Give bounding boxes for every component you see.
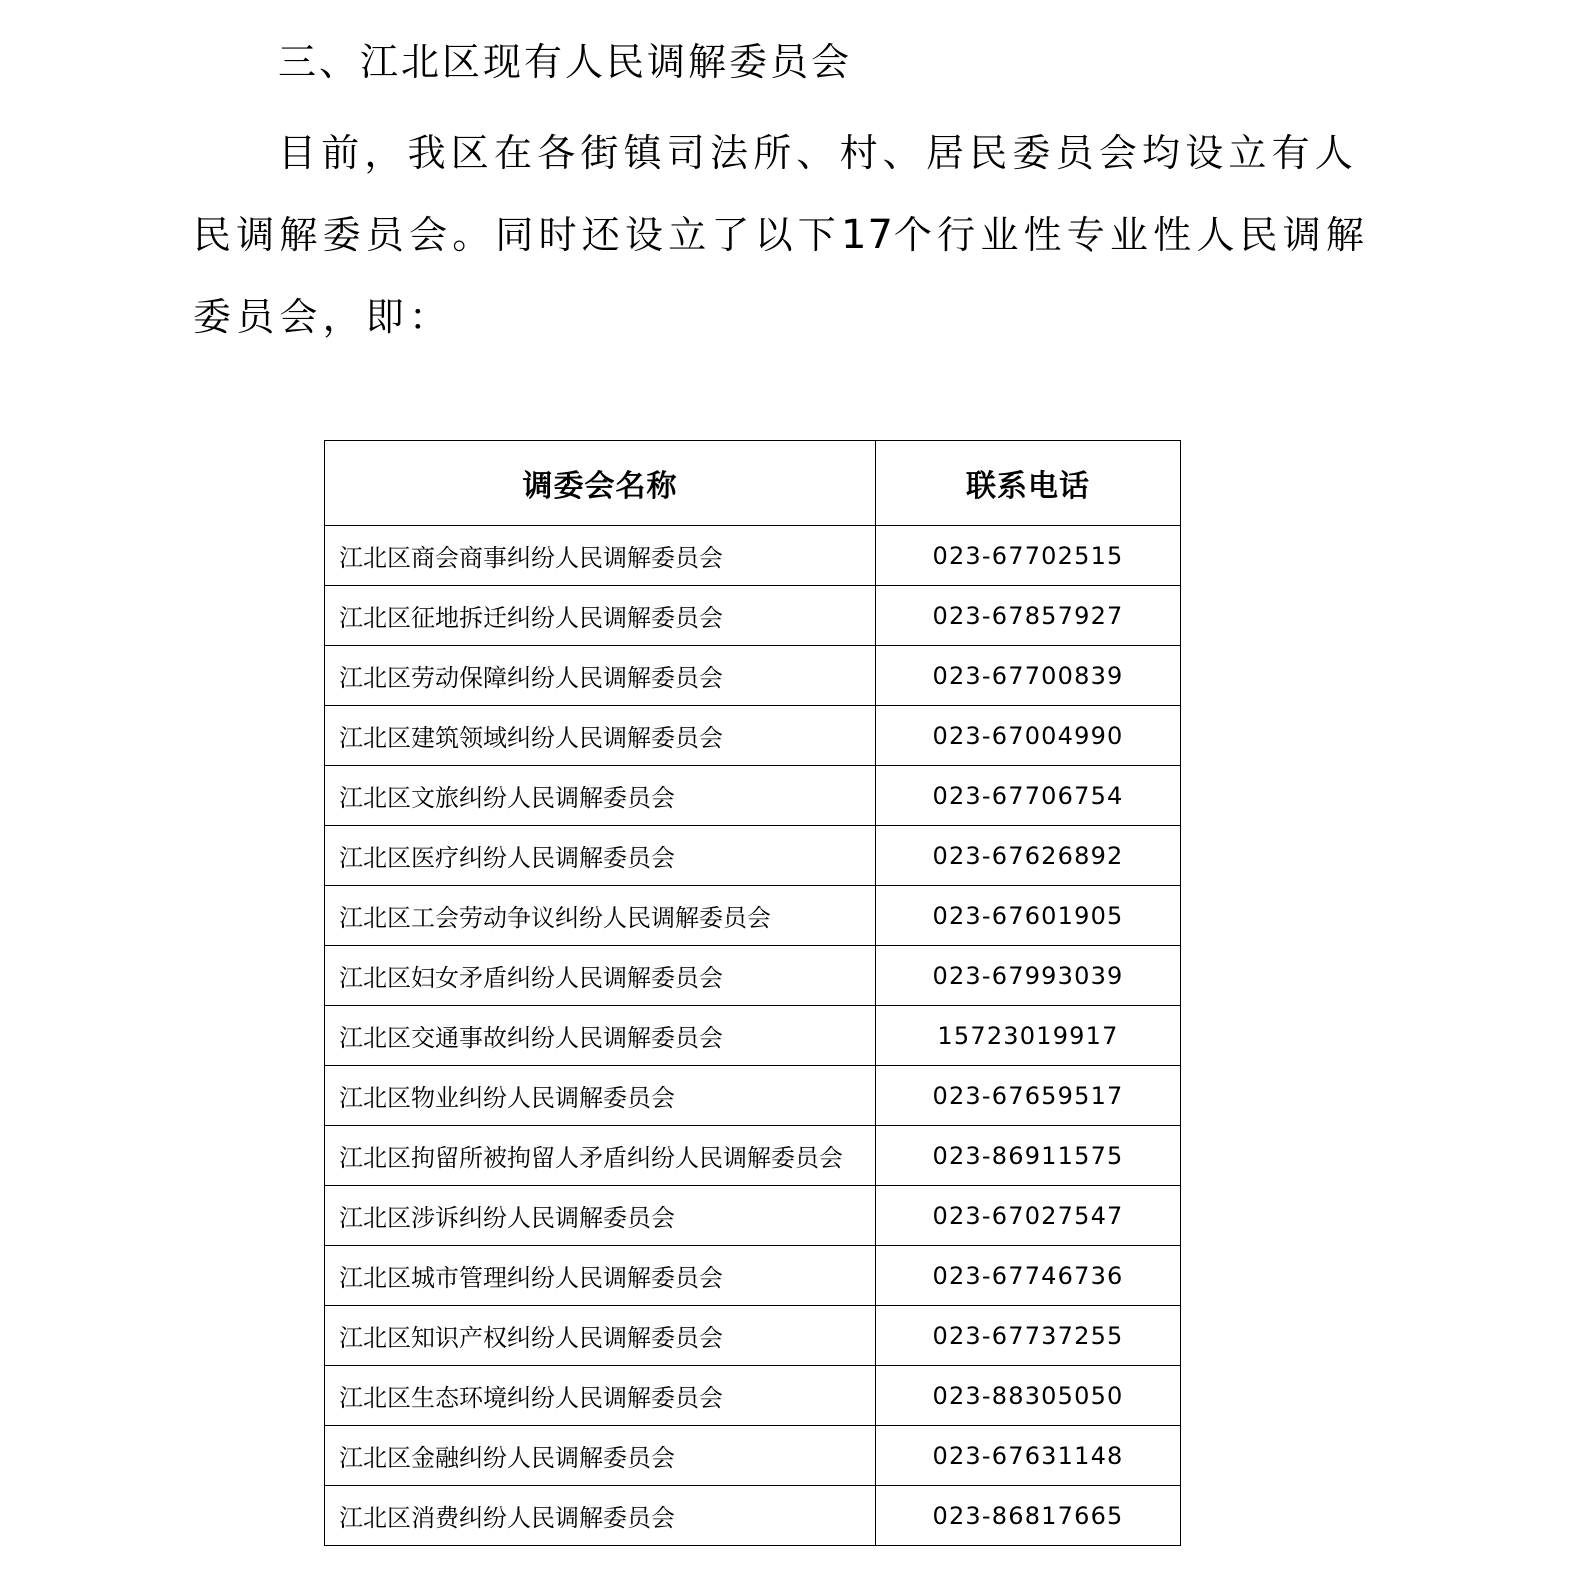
table-row [325,1246,1181,1306]
committee-name-cell: 江北区建筑领域纠纷人民调解委员会 [325,706,876,766]
table-row [325,1366,1181,1426]
table-row [325,1426,1181,1486]
table-row [325,1306,1181,1366]
phone-number-cell: 023-67706754 [876,766,1181,826]
table-row [325,1486,1181,1546]
phone-number-cell: 023-67700839 [876,646,1181,706]
table-row [325,1126,1181,1186]
table-header-row [325,441,1181,526]
committee-name-cell: 江北区交通事故纠纷人民调解委员会 [325,1006,876,1066]
phone-number-cell: 023-88305050 [876,1366,1181,1426]
committee-table [324,440,1181,1546]
committee-name-cell: 江北区城市管理纠纷人民调解委员会 [325,1246,876,1306]
committee-name-cell: 江北区生态环境纠纷人民调解委员会 [325,1366,876,1426]
paragraph-text-after: 个行业性专业性人民调解委员会，即： [193,213,1370,339]
phone-number-cell: 023-86911575 [876,1126,1181,1186]
phone-number-cell: 023-67601905 [876,886,1181,946]
table-row [325,826,1181,886]
committee-name-cell: 江北区文旅纠纷人民调解委员会 [325,766,876,826]
table-row [325,586,1181,646]
table-row [325,646,1181,706]
table-row [325,1186,1181,1246]
header-committee-name: 调委会名称 [325,441,876,526]
committee-name-cell: 江北区涉诉纠纷人民调解委员会 [325,1186,876,1246]
table-row [325,946,1181,1006]
phone-number-cell: 023-67737255 [876,1306,1181,1366]
committee-name-cell: 江北区金融纠纷人民调解委员会 [325,1426,876,1486]
committee-name-cell: 江北区消费纠纷人民调解委员会 [325,1486,876,1546]
table-row [325,1066,1181,1126]
table-row [325,766,1181,826]
section-heading: 三、江北区现有人民调解委员会 [278,40,853,84]
intro-paragraph [193,112,1383,358]
header-contact-phone: 联系电话 [876,441,1181,526]
phone-number-cell: 023-67626892 [876,826,1181,886]
committee-name-cell: 江北区物业纠纷人民调解委员会 [325,1066,876,1126]
phone-number-cell: 023-67702515 [876,526,1181,586]
phone-number-cell: 023-67631148 [876,1426,1181,1486]
phone-number-cell: 023-67004990 [876,706,1181,766]
committee-count: 17 [841,212,894,258]
committee-name-cell: 江北区工会劳动争议纠纷人民调解委员会 [325,886,876,946]
table-row [325,886,1181,946]
phone-number-cell: 15723019917 [876,1006,1181,1066]
table-body [325,526,1181,1546]
table-row [325,1006,1181,1066]
committee-name-cell: 江北区医疗纠纷人民调解委员会 [325,826,876,886]
table-row [325,706,1181,766]
phone-number-cell: 023-67027547 [876,1186,1181,1246]
committee-name-cell: 江北区商会商事纠纷人民调解委员会 [325,526,876,586]
committee-name-cell: 江北区拘留所被拘留人矛盾纠纷人民调解委员会 [325,1126,876,1186]
phone-number-cell: 023-67993039 [876,946,1181,1006]
table-row [325,526,1181,586]
phone-number-cell: 023-86817665 [876,1486,1181,1546]
phone-number-cell: 023-67857927 [876,586,1181,646]
committee-name-cell: 江北区劳动保障纠纷人民调解委员会 [325,646,876,706]
committee-name-cell: 江北区征地拆迁纠纷人民调解委员会 [325,586,876,646]
committee-name-cell: 江北区妇女矛盾纠纷人民调解委员会 [325,946,876,1006]
phone-number-cell: 023-67746736 [876,1246,1181,1306]
paragraph-text-before: 目前，我区在各街镇司法所、村、居民委员会均设立有人民调解委员会。同时还设立了以下 [193,131,1359,257]
phone-number-cell: 023-67659517 [876,1066,1181,1126]
committee-name-cell: 江北区知识产权纠纷人民调解委员会 [325,1306,876,1366]
